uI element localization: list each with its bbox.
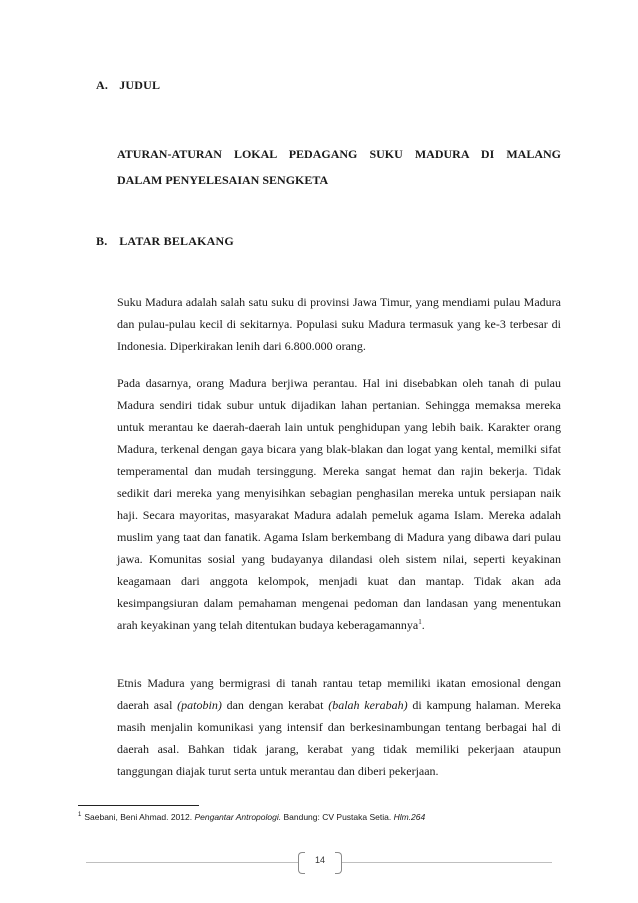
page-number: 14 — [314, 855, 325, 865]
section-a-title: JUDUL — [119, 78, 161, 92]
footnote-publisher: Bandung: CV Pustaka Setia. — [281, 812, 394, 822]
thesis-title — [117, 141, 561, 193]
paragraph-3-text-a: Etnis Madura yang bermigrasi di tanah rantau tetap memiliki ikatan emosional dengan daerah asal — [117, 676, 561, 712]
footnote-citation: Saebani, Beni Ahmad. 2012. — [84, 812, 195, 822]
term-balah-kerabah: (balah kerabah) — [328, 698, 408, 712]
paragraph-3 — [117, 672, 561, 782]
footer-rule-left — [86, 862, 298, 863]
footnote — [78, 812, 425, 822]
thesis-title-line2: DALAM PENYELESAIAN SENGKETA — [117, 173, 329, 187]
section-b-title: LATAR BELAKANG — [119, 234, 234, 248]
footnote-divider — [78, 805, 199, 806]
paragraph-1: Suku Madura adalah salah satu suku di provinsi Jawa Timur, yang mendiami pulau Madura dan pulau-pulau kecil di sekitarnya. Populasi suku Madura termasuk yang ke-3 terbesar di Indonesia. Diperkirakan lenih dari 6.800.000 orang. — [117, 295, 561, 353]
term-patobin: (patobin) — [177, 698, 222, 712]
page-number-box — [298, 852, 342, 872]
section-b-label: B. — [96, 234, 108, 248]
footnote-ref-1[interactable]: 1 — [418, 618, 422, 626]
paragraph-2: Pada dasarnya, orang Madura berjiwa perantau. Hal ini disebabkan oleh tanah di pulau Madura sendiri tidak subur untuk dijadikan lahan pertanian. Sehingga memaksa mereka untuk merantau ke daerah-daerah lain untuk penghidupan yang lebih baik. Karakter orang Madura, terkenal dengan gaya bicara yang blak-blakan dan logat yang kental, memilki sifat temperamental dan mudah tersinggung. Mereka sangat hemat dan rajin bekerja. Tidak sedikit dari mereka yang menyisihkan sebagian penghasilan mereka untuk persiapan naik haji. Secara mayoritas, masyarakat Madura adalah pemeluk agama Islam. Mereka adalah muslim yang taat dan fanatik. Agama Islam berkembang di Madura yang dibawa dari pulau jawa. Komunitas sosial yang budayanya dilandasi oleh sistem nilai, seperti keyakinan keagamaan dari anggota kelompok, menjadi kuat dan mantap. Tidak akan ada kesimpangsiuran dalam pemahaman mengenai pedoman dan landasan yang menentukan arah keyakinan yang telah ditentukan budaya keberagamannya$^1$. — [117, 376, 561, 632]
paragraph-3-text-c: di kampung halaman. Mereka masih menjalin komunikasi yang intensif dan berkesinambungan tentang berbagai hal di daerah asal. Bahkan tidak jarang, kerabat yang tidak memiliki pekerjaan ataupun tanggungan diajak turut serta untuk merantau dan diberi pekerjaan. — [117, 698, 561, 778]
section-b-heading — [96, 234, 234, 249]
section-a-label: A. — [96, 78, 109, 92]
footnote-pages: Hlm.264 — [393, 812, 426, 822]
footer-rule-right — [342, 862, 552, 863]
section-a-heading — [96, 78, 160, 93]
footnote-book-title: Pengantar Antropologi. — [194, 812, 282, 822]
paragraph-2-text: Pada dasarnya, orang Madura berjiwa perantau. Hal ini disebabkan oleh tanah di pulau Madura sendiri tidak subur untuk dijadikan lahan pertanian. Sehingga memaksa mereka untuk merantau ke daerah-daerah lain untuk penghidupan yang lebih baik. Karakter orang Madura, terkenal dengan gaya bicara yang blak-blakan dan logat yang kental, memilki sifat temperamental dan mudah tersinggung. Mereka sangat hemat dan rajin bekerja. Tidak sedikit dari mereka yang menyisihkan sebagian penghasilan mereka untuk persiapan naik haji. Secara mayoritas, masyarakat Madura adalah pemeluk agama Islam. Mereka adalah muslim yang taat dan fanatik. Agama Islam berkembang di Madura yang dibawa dari pulau jawa. Komunitas sosial yang budayanya dilandasi oleh sistem nilai, seperti keyakinan keagamaan dari anggota kelompok, menjadi kuat dan mantap. Tidak akan ada kesimpangsiuran dalam pemahaman mengenai pedoman dan landasan yang menentukan arah keyakinan yang telah ditentukan budaya keberagamannya — [117, 376, 561, 632]
paragraph-3-text-b: dan dengan kerabat — [221, 698, 329, 712]
thesis-title-line1: ATURAN-ATURAN LOKAL PEDAGANG SUKU MADURA DI MALANG — [117, 147, 561, 161]
footnote-number: 1 — [78, 812, 82, 819]
